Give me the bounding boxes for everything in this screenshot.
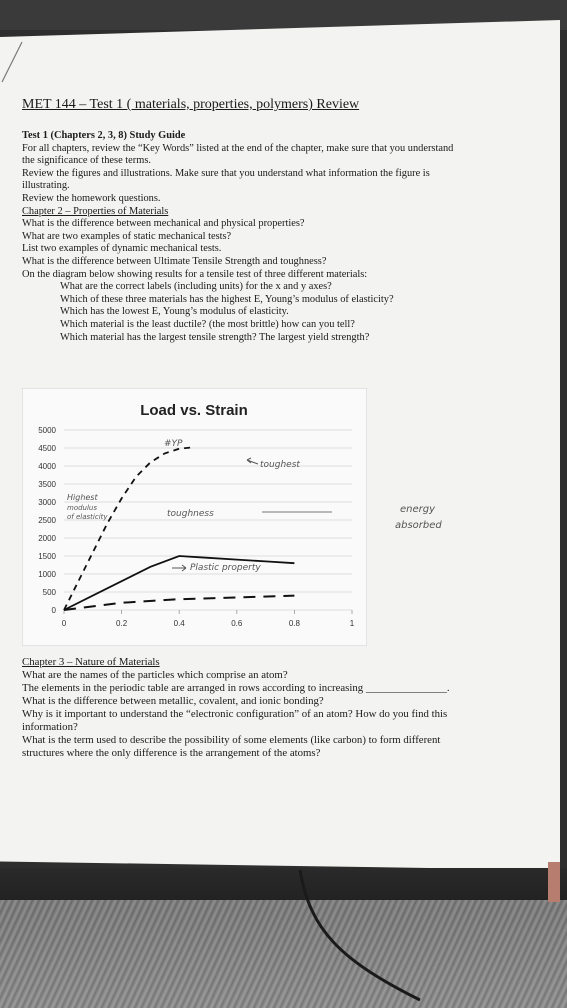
x-tick-label: 0.2	[116, 619, 128, 628]
cable-decoration	[0, 870, 567, 1008]
y-tick-label: 4000	[38, 462, 56, 471]
chapter2-question: What is the difference between Ultimate Tensile Strength and toughness?	[22, 255, 327, 267]
chapter2-subquestion: Which of these three materials has the highest E, Young’s modulus of elasticity?	[60, 293, 394, 305]
y-tick-label: 500	[42, 588, 56, 597]
intro-line: Review the figures and illustrations. Make sure that you understand what information the figure is	[22, 167, 430, 179]
edge-strip-decoration	[548, 862, 560, 902]
chapter2-question: What is the difference between mechanical and physical properties?	[22, 218, 305, 230]
intro-line: illustrating.	[22, 180, 70, 192]
y-tick-label: 5000	[38, 426, 56, 435]
study-guide-heading: Test 1 (Chapters 2, 3, 8) Study Guide	[22, 130, 186, 141]
chapter3-question: What are the names of the particles which comprise an atom?	[22, 669, 288, 681]
y-tick-label: 1000	[38, 570, 56, 579]
y-tick-label: 3000	[38, 498, 56, 507]
pen-mark-decoration	[0, 30, 40, 90]
chapter3-section	[22, 656, 557, 760]
chapter3-question: structures where the only difference is the arrangement of the atoms?	[22, 747, 321, 759]
chapter2-subquestion: What are the correct labels (including units) for the x and y axes?	[60, 281, 332, 293]
intro-line: Review the homework questions.	[22, 192, 161, 204]
annotation-highest-modulus: Highest	[67, 493, 98, 502]
page-title: MET 144 – Test 1 ( materials, properties, polymers) Review	[22, 97, 360, 112]
y-tick-label: 2000	[38, 534, 56, 543]
annotation-highest-modulus: of elasticity	[67, 513, 108, 521]
annotation-absorbed: absorbed	[395, 520, 442, 531]
annotation-energy: energy	[400, 504, 436, 515]
margin-annotation	[390, 500, 480, 540]
chapter2-subquestion: Which material is the least ductile? (the most brittle) how can you tell?	[60, 318, 355, 330]
x-tick-label: 0.4	[173, 619, 185, 628]
chapter2-heading: Chapter 2 – Properties of Materials	[22, 205, 169, 217]
x-tick-label: 0.8	[288, 619, 300, 628]
chapter3-question: What is the term used to describe the possibility of some elements (like carbon) to form different	[22, 734, 441, 746]
chapter3-question: information?	[22, 721, 78, 733]
chapter3-question: The elements in the periodic table are arranged in rows according to increasing _______________.	[22, 682, 450, 694]
intro-line: the significance of these terms.	[22, 155, 151, 167]
x-tick-label: 0.6	[231, 619, 243, 628]
annotation-plastic-property: Plastic property	[190, 563, 261, 573]
chapter2-question: On the diagram below showing results for a tensile test of three different materials:	[22, 268, 368, 280]
y-tick-label: 4500	[38, 444, 56, 453]
y-tick-label: 3500	[38, 480, 56, 489]
chart-title: Load vs. Strain	[140, 402, 248, 419]
y-tick-label: 2500	[38, 516, 56, 525]
chapter3-question: Why is it important to understand the “electronic configuration” of an atom? How do you find this	[22, 708, 448, 720]
chapter3-heading: Chapter 3 – Nature of Materials	[22, 656, 160, 668]
x-tick-label: 1	[349, 619, 355, 628]
chapter2-subquestion: Which has the lowest E, Young’s modulus of elasticity.	[60, 306, 289, 318]
y-tick-label: 0	[51, 606, 56, 615]
chart-svg	[22, 388, 367, 646]
annotation-highest-modulus: modulus	[67, 504, 98, 512]
chapter2-question: What are two examples of static mechanical tests?	[22, 230, 232, 242]
chapter2-question: List two examples of dynamic mechanical tests.	[22, 243, 222, 255]
x-tick-label: 0	[61, 619, 67, 628]
chapter2-subquestion: Which material has the largest tensile strength? The largest yield strength?	[60, 331, 370, 343]
load-strain-chart	[22, 388, 367, 646]
study-guide-section	[22, 130, 552, 344]
annotation-toughest: toughest	[260, 460, 300, 470]
annotation-yield-point: #YP	[164, 439, 183, 449]
chapter3-question: What is the difference between metallic, covalent, and ionic bonding?	[22, 695, 324, 707]
annotation-toughness: toughness	[167, 509, 214, 519]
intro-line: For all chapters, review the “Key Words” listed at the end of the chapter, make sure that you understand	[22, 142, 454, 154]
y-tick-label: 1500	[38, 552, 56, 561]
